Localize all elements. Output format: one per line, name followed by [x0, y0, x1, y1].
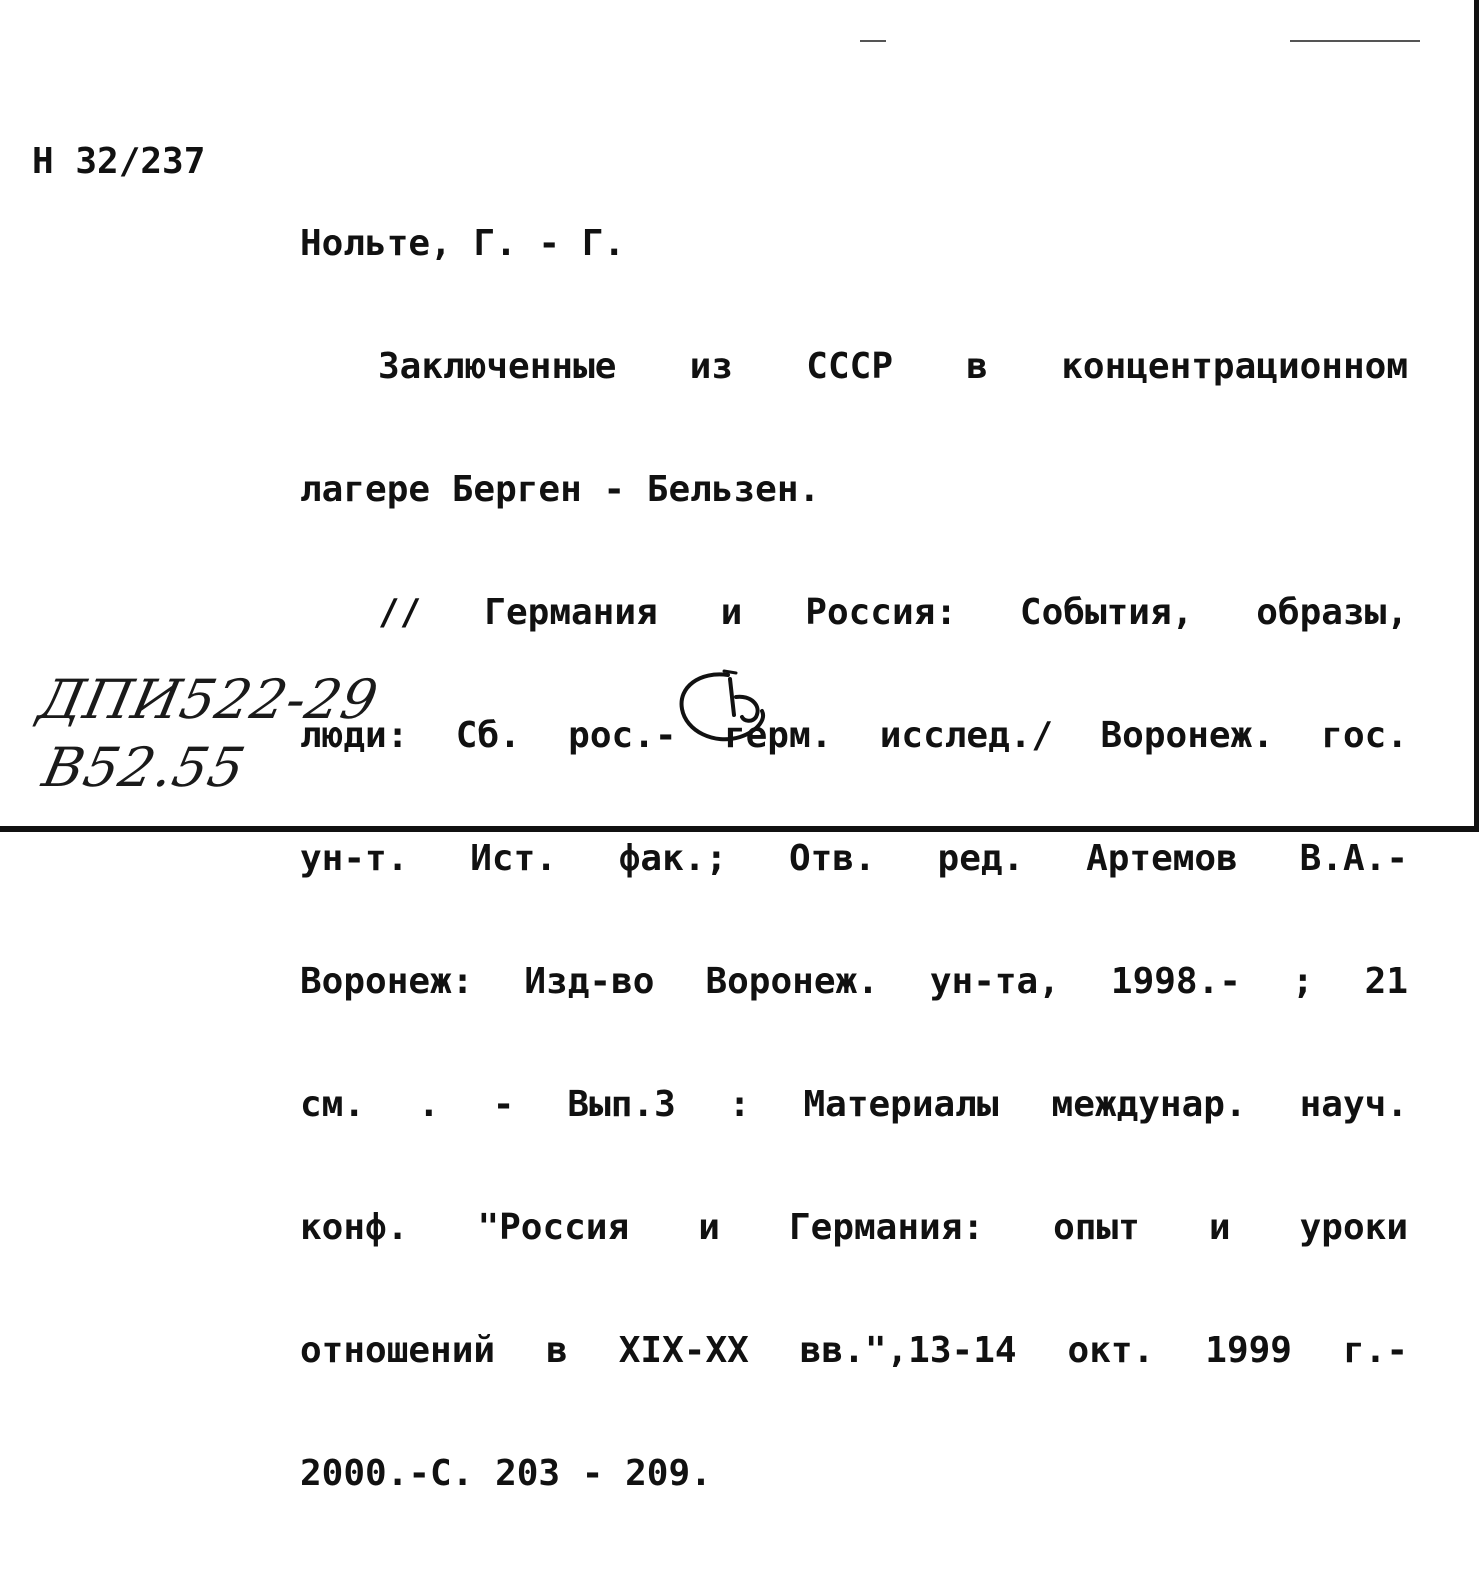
library-stamp-icon	[670, 665, 770, 749]
handwritten-classification-code: В52.55	[37, 736, 251, 799]
entry-line: // Германия и Россия: События, образы,	[378, 592, 1408, 633]
scan-artifact-line	[860, 40, 886, 42]
entry-line: 2000.-С. 203 - 209.	[300, 1453, 712, 1494]
entry-line: ун-т. Ист. фак.; Отв. ред. Артемов В.А.-	[300, 838, 1408, 879]
author-heading: Нольте, Г. - Г.	[300, 223, 626, 264]
entry-line: см. . - Вып.3 : Материалы междунар. науч.	[300, 1084, 1408, 1125]
scan-artifact-line	[1290, 40, 1420, 42]
entry-line: Заключенные из СССР в концентрационном	[378, 346, 1408, 387]
entry-line: отношений в XIX-XX вв.",13-14 окт. 1999 г.-	[300, 1330, 1408, 1371]
entry-line: Воронеж: Изд-во Воронеж. ун-та, 1998.- ; 21	[300, 961, 1408, 1002]
entry-line: конф. "Россия и Германия: опыт и уроки	[300, 1207, 1408, 1248]
entry-line: люди: Сб. рос.- герм. исслед./ Воронеж. гос.	[300, 715, 1408, 756]
bibliographic-entry	[300, 141, 1408, 1576]
entry-line: лагере Берген - Бельзен.	[300, 469, 821, 510]
handwritten-classification-code: ДПИ522-29	[33, 668, 384, 731]
shelfmark: Н 32/237	[32, 141, 206, 182]
